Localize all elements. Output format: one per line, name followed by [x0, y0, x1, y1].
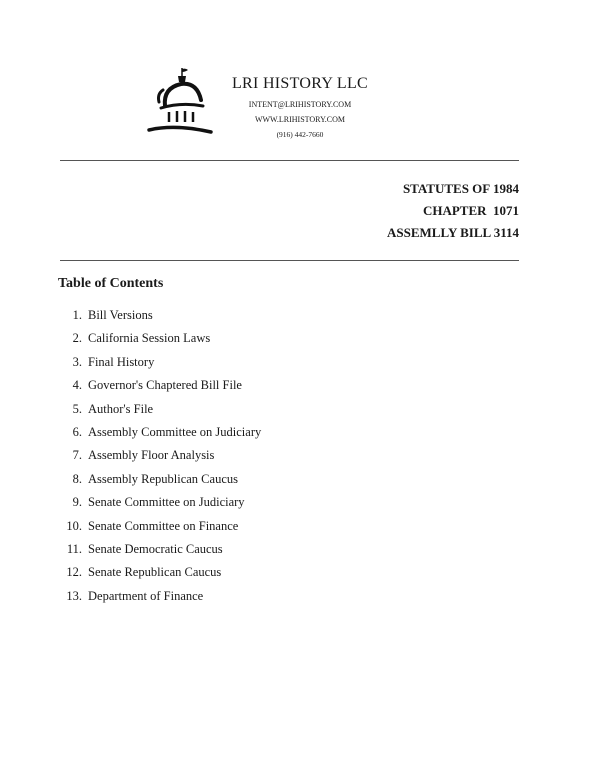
toc-item-number: 4.	[72, 378, 82, 393]
toc-item-number: 7.	[72, 448, 82, 463]
toc-title: Table of Contents	[58, 276, 164, 291]
toc-item	[58, 308, 261, 331]
toc-item-label: Senate Committee on Judiciary	[88, 495, 245, 510]
toc-item	[58, 425, 261, 448]
toc-item	[58, 542, 261, 565]
statute-divider	[60, 260, 519, 261]
toc-item-number: 8.	[72, 471, 82, 486]
toc-item	[58, 472, 261, 495]
toc-item	[58, 331, 261, 354]
toc-item-number: 12.	[66, 565, 82, 580]
toc-item-number: 11.	[66, 541, 82, 556]
toc-item-number: 13.	[66, 588, 82, 603]
toc-item-label: Bill Versions	[88, 308, 153, 322]
toc-item	[58, 355, 261, 378]
statute-chapter: CHAPTER 1071	[422, 203, 519, 218]
toc-item-label: Final History	[88, 354, 155, 369]
toc-item-label: Governor's Chaptered Bill File	[88, 378, 242, 393]
toc-item-label: Assembly Republican Caucus	[88, 471, 238, 486]
toc-item	[58, 519, 261, 542]
toc-item-label: Assembly Committee on Judiciary	[88, 424, 262, 439]
toc-item-label: Senate Committee on Finance	[88, 518, 239, 533]
contact-website: WWW.LRIHISTORY.COM	[254, 115, 346, 124]
toc-item-number: 6.	[72, 424, 82, 439]
toc-item-label: Author's File	[88, 401, 154, 416]
toc-item	[58, 495, 261, 518]
toc-item	[58, 378, 261, 401]
toc-item-label: Department of Finance	[88, 588, 204, 603]
toc-item	[58, 589, 261, 612]
toc-item-label: Senate Republican Caucus	[88, 565, 222, 580]
statute-bill: ASSEMLLY BILL 3114	[387, 225, 519, 240]
header-divider	[60, 160, 519, 161]
toc-item-number: 2.	[72, 331, 82, 346]
company-name: LRI HISTORY LLC	[231, 75, 369, 92]
toc-item-label: Assembly Floor Analysis	[88, 448, 215, 463]
toc-item-number: 5.	[72, 401, 82, 416]
contact-email: INTENT@LRIHISTORY.COM	[248, 100, 352, 109]
toc-item-label: Senate Democratic Caucus	[88, 541, 223, 556]
toc-item-number: 10.	[66, 518, 82, 533]
toc-item	[58, 402, 261, 425]
toc-list	[58, 308, 261, 612]
toc-item-number: 1.	[72, 308, 82, 322]
toc-item-number: 9.	[72, 495, 82, 510]
toc-item-number: 3.	[72, 354, 82, 369]
contact-phone: (916) 442-7660	[276, 130, 324, 139]
toc-item	[58, 565, 261, 588]
toc-item	[58, 448, 261, 471]
statute-year: STATUTES OF 1984	[402, 181, 519, 196]
capitol-dome-icon	[145, 66, 215, 138]
toc-item-label: California Session Laws	[88, 331, 211, 346]
